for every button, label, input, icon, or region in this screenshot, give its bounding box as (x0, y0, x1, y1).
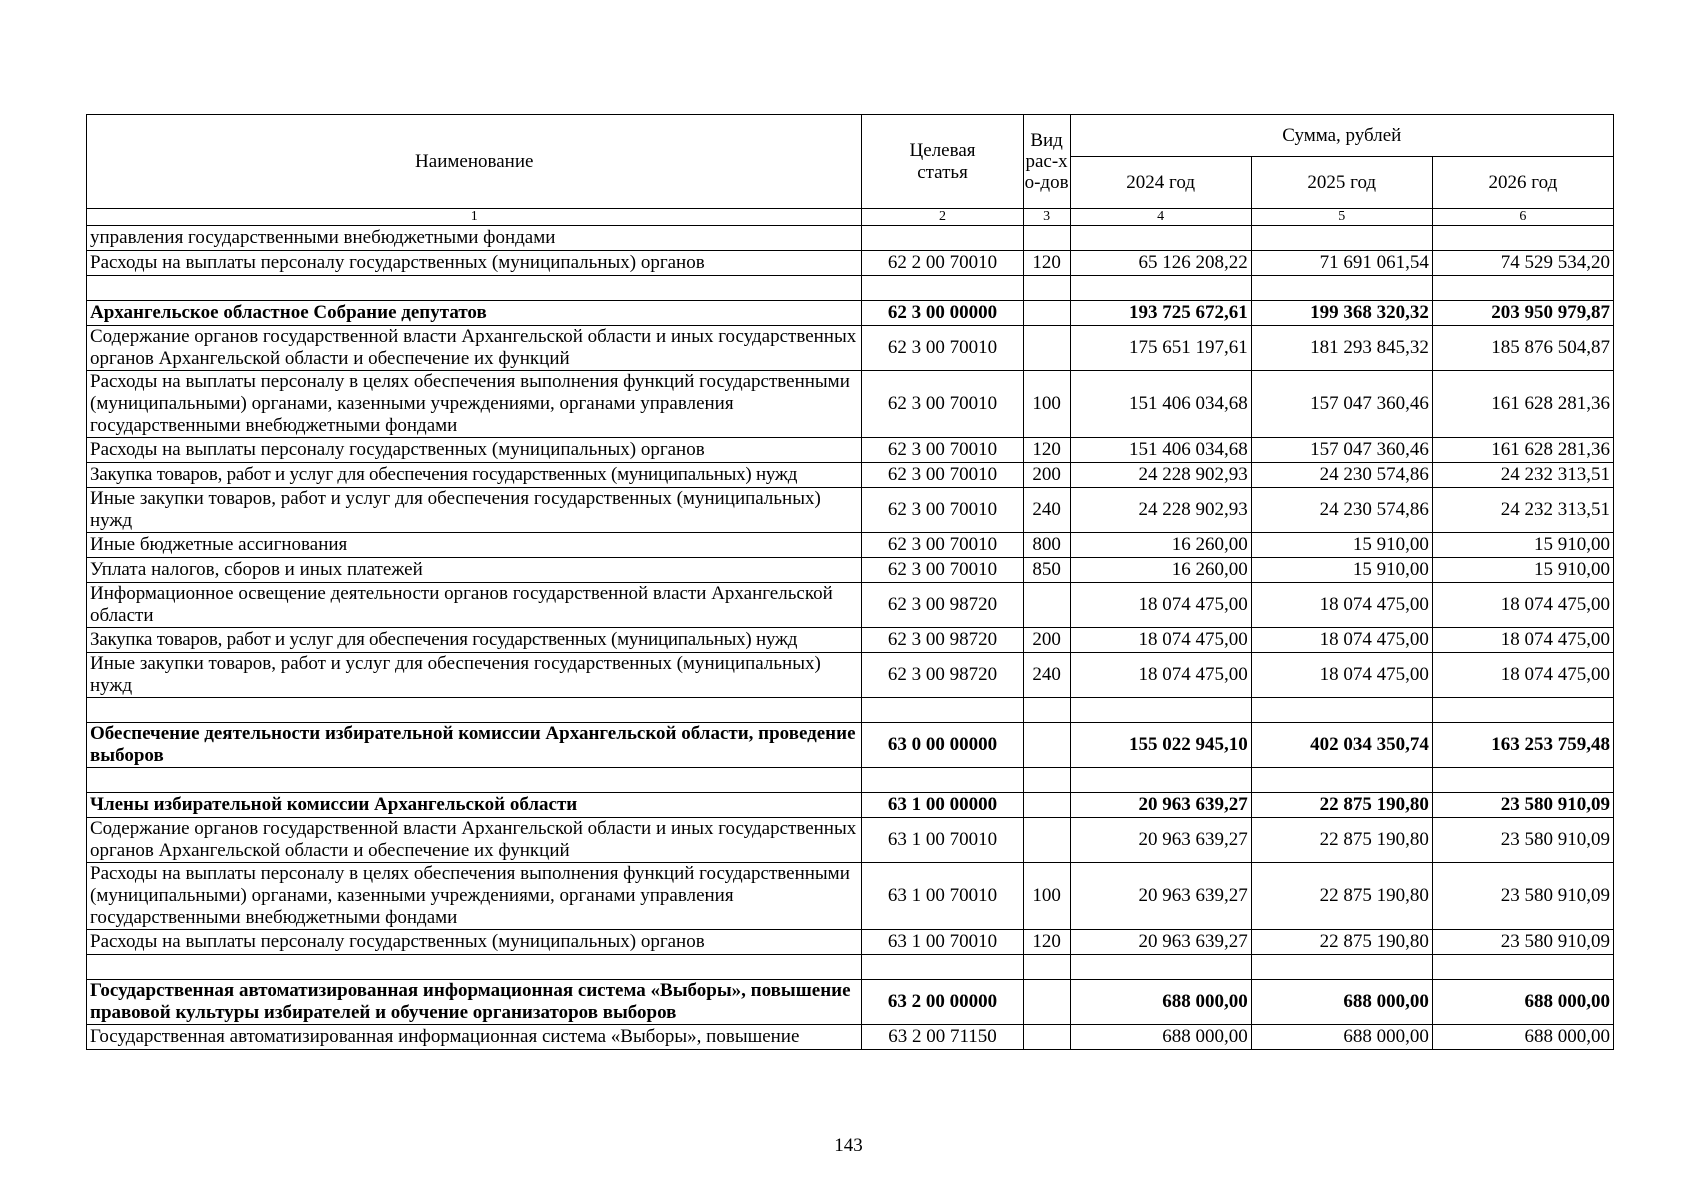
column-index: 3 (1023, 209, 1070, 226)
row-code: 63 1 00 70010 (862, 930, 1023, 955)
row-value-2025: 199 368 320,32 (1251, 301, 1432, 326)
row-name: Закупка товаров, работ и услуг для обеспечения государственных (муниципальных) нужд (87, 628, 862, 653)
row-value-2025: 22 875 190,80 (1251, 818, 1432, 863)
header-sum: Сумма, рублей (1070, 115, 1613, 157)
row-value-2026: 23 580 910,09 (1432, 793, 1613, 818)
row-value-2026 (1432, 955, 1613, 980)
row-value-2024: 18 074 475,00 (1070, 653, 1251, 698)
row-value-2024 (1070, 226, 1251, 251)
header-name: Наименование (87, 115, 862, 209)
table-row-empty (87, 955, 1614, 980)
row-value-2024: 20 963 639,27 (1070, 818, 1251, 863)
row-value-2025: 18 074 475,00 (1251, 583, 1432, 628)
column-index: 4 (1070, 209, 1251, 226)
table-row (87, 653, 1614, 698)
row-value-2025: 24 230 574,86 (1251, 488, 1432, 533)
row-name: Государственная автоматизированная информационная система «Выборы», повышение правовой культуры избирателей и обучение организаторов выборов (87, 980, 862, 1025)
row-value-2026: 203 950 979,87 (1432, 301, 1613, 326)
row-name: Расходы на выплаты персоналу государственных (муниципальных) органов (87, 438, 862, 463)
row-vid: 850 (1023, 558, 1070, 583)
row-value-2026: 688 000,00 (1432, 1025, 1613, 1050)
table-header (87, 115, 1614, 226)
row-name: Уплата налогов, сборов и иных платежей (87, 558, 862, 583)
row-code: 63 1 00 70010 (862, 863, 1023, 930)
row-value-2024: 155 022 945,10 (1070, 723, 1251, 768)
row-value-2025: 181 293 845,32 (1251, 326, 1432, 371)
row-code: 62 3 00 70010 (862, 438, 1023, 463)
row-vid (1023, 793, 1070, 818)
row-code: 62 3 00 98720 (862, 653, 1023, 698)
row-name: Расходы на выплаты персоналу государственных (муниципальных) органов (87, 251, 862, 276)
row-vid (1023, 818, 1070, 863)
row-code: 62 3 00 00000 (862, 301, 1023, 326)
row-value-2025: 157 047 360,46 (1251, 371, 1432, 438)
row-value-2026: 163 253 759,48 (1432, 723, 1613, 768)
row-value-2024: 688 000,00 (1070, 1025, 1251, 1050)
table-row (87, 226, 1614, 251)
row-value-2024: 20 963 639,27 (1070, 793, 1251, 818)
row-vid: 120 (1023, 438, 1070, 463)
table-row (87, 326, 1614, 371)
row-vid (1023, 955, 1070, 980)
row-name (87, 276, 862, 301)
table-row-section (87, 793, 1614, 818)
row-vid (1023, 326, 1070, 371)
row-vid: 120 (1023, 930, 1070, 955)
row-code (862, 226, 1023, 251)
row-vid: 240 (1023, 488, 1070, 533)
row-vid (1023, 301, 1070, 326)
table-row (87, 558, 1614, 583)
table-row (87, 818, 1614, 863)
row-value-2024: 24 228 902,93 (1070, 463, 1251, 488)
table-body (87, 226, 1614, 1050)
row-code: 62 2 00 70010 (862, 251, 1023, 276)
header-year-2024: 2024 год (1070, 157, 1251, 209)
table-row (87, 438, 1614, 463)
table-row-section (87, 301, 1614, 326)
table-row-empty (87, 698, 1614, 723)
row-name: Иные закупки товаров, работ и услуг для обеспечения государственных (муниципальных) нужд (87, 488, 862, 533)
row-value-2025: 688 000,00 (1251, 980, 1432, 1025)
row-value-2025: 15 910,00 (1251, 533, 1432, 558)
table-row (87, 863, 1614, 930)
row-value-2026: 24 232 313,51 (1432, 463, 1613, 488)
row-name: Расходы на выплаты персоналу в целях обеспечения выполнения функций государственными (муниципальными) органами, казенными учреждениями, органами управления государственными внебюджетными фондами (87, 371, 862, 438)
row-value-2024: 20 963 639,27 (1070, 863, 1251, 930)
row-value-2025 (1251, 768, 1432, 793)
row-name: Архангельское областное Собрание депутатов (87, 301, 862, 326)
row-value-2025: 22 875 190,80 (1251, 930, 1432, 955)
row-value-2024: 18 074 475,00 (1070, 583, 1251, 628)
row-code (862, 955, 1023, 980)
row-code: 63 2 00 71150 (862, 1025, 1023, 1050)
header-code: Целевая статья (862, 115, 1023, 209)
table-row (87, 371, 1614, 438)
table-row (87, 930, 1614, 955)
table-row (87, 488, 1614, 533)
table-row (87, 1025, 1614, 1050)
row-code: 62 3 00 70010 (862, 533, 1023, 558)
row-name (87, 698, 862, 723)
row-code: 63 2 00 00000 (862, 980, 1023, 1025)
row-value-2026 (1432, 226, 1613, 251)
row-value-2025 (1251, 698, 1432, 723)
row-value-2025: 24 230 574,86 (1251, 463, 1432, 488)
row-value-2024 (1070, 955, 1251, 980)
row-code: 63 1 00 70010 (862, 818, 1023, 863)
row-code: 62 3 00 70010 (862, 326, 1023, 371)
row-value-2025: 18 074 475,00 (1251, 628, 1432, 653)
row-value-2025: 22 875 190,80 (1251, 863, 1432, 930)
page-number: 143 (834, 1135, 863, 1156)
row-value-2026: 23 580 910,09 (1432, 818, 1613, 863)
row-value-2026: 15 910,00 (1432, 558, 1613, 583)
row-code: 62 3 00 70010 (862, 558, 1023, 583)
row-value-2026 (1432, 768, 1613, 793)
row-name: Обеспечение деятельности избирательной комиссии Архангельской области, проведение выборов (87, 723, 862, 768)
row-vid (1023, 583, 1070, 628)
table-row (87, 463, 1614, 488)
row-value-2026: 24 232 313,51 (1432, 488, 1613, 533)
row-value-2024: 24 228 902,93 (1070, 488, 1251, 533)
row-value-2026: 161 628 281,36 (1432, 438, 1613, 463)
row-vid: 240 (1023, 653, 1070, 698)
header-year-2026: 2026 год (1432, 157, 1613, 209)
column-index: 1 (87, 209, 862, 226)
row-name: Члены избирательной комиссии Архангельской области (87, 793, 862, 818)
row-code: 62 3 00 98720 (862, 583, 1023, 628)
row-value-2026 (1432, 698, 1613, 723)
row-value-2024: 65 126 208,22 (1070, 251, 1251, 276)
header-vid: Вид рас-хо-дов (1023, 115, 1070, 209)
row-name: Государственная автоматизированная информационная система «Выборы», повышение (87, 1025, 862, 1050)
row-value-2026: 15 910,00 (1432, 533, 1613, 558)
row-value-2026: 23 580 910,09 (1432, 863, 1613, 930)
row-value-2024: 16 260,00 (1070, 533, 1251, 558)
row-value-2026: 688 000,00 (1432, 980, 1613, 1025)
row-value-2024 (1070, 768, 1251, 793)
row-vid: 200 (1023, 628, 1070, 653)
row-value-2024: 151 406 034,68 (1070, 438, 1251, 463)
table-row (87, 533, 1614, 558)
row-vid (1023, 1025, 1070, 1050)
row-value-2025 (1251, 276, 1432, 301)
row-vid: 100 (1023, 863, 1070, 930)
table-row (87, 628, 1614, 653)
table-row (87, 583, 1614, 628)
row-value-2026: 18 074 475,00 (1432, 653, 1613, 698)
row-value-2026: 185 876 504,87 (1432, 326, 1613, 371)
column-index: 2 (862, 209, 1023, 226)
row-vid: 200 (1023, 463, 1070, 488)
row-code: 62 3 00 70010 (862, 371, 1023, 438)
row-value-2024: 175 651 197,61 (1070, 326, 1251, 371)
column-index: 6 (1432, 209, 1613, 226)
row-vid (1023, 980, 1070, 1025)
row-vid (1023, 768, 1070, 793)
row-vid: 100 (1023, 371, 1070, 438)
row-value-2024: 20 963 639,27 (1070, 930, 1251, 955)
row-vid (1023, 276, 1070, 301)
column-index-row (87, 209, 1614, 226)
row-code: 63 1 00 00000 (862, 793, 1023, 818)
row-value-2025: 71 691 061,54 (1251, 251, 1432, 276)
row-vid: 800 (1023, 533, 1070, 558)
row-name: Расходы на выплаты персоналу в целях обеспечения выполнения функций государственными (муниципальными) органами, казенными учреждениями, органами управления государственными внебюджетными фондами (87, 863, 862, 930)
row-vid (1023, 723, 1070, 768)
row-value-2025: 18 074 475,00 (1251, 653, 1432, 698)
column-index: 5 (1251, 209, 1432, 226)
row-value-2025 (1251, 226, 1432, 251)
row-value-2024: 193 725 672,61 (1070, 301, 1251, 326)
table-row-empty (87, 768, 1614, 793)
row-value-2024: 16 260,00 (1070, 558, 1251, 583)
table-row-section (87, 723, 1614, 768)
row-name: Содержание органов государственной власти Архангельской области и иных государственных органов Архангельской области и обеспечение их функций (87, 326, 862, 371)
row-name: Иные бюджетные ассигнования (87, 533, 862, 558)
row-name: управления государственными внебюджетными фондами (87, 226, 862, 251)
row-value-2026: 161 628 281,36 (1432, 371, 1613, 438)
table-row-section (87, 980, 1614, 1025)
row-value-2026 (1432, 276, 1613, 301)
row-value-2025 (1251, 955, 1432, 980)
row-name: Информационное освещение деятельности органов государственной власти Архангельской области (87, 583, 862, 628)
row-code: 62 3 00 98720 (862, 628, 1023, 653)
row-value-2026: 23 580 910,09 (1432, 930, 1613, 955)
row-code (862, 768, 1023, 793)
row-vid (1023, 698, 1070, 723)
row-name: Расходы на выплаты персоналу государственных (муниципальных) органов (87, 930, 862, 955)
row-value-2026: 74 529 534,20 (1432, 251, 1613, 276)
row-vid (1023, 226, 1070, 251)
row-name (87, 768, 862, 793)
row-value-2025: 22 875 190,80 (1251, 793, 1432, 818)
row-value-2024 (1070, 698, 1251, 723)
row-value-2024: 688 000,00 (1070, 980, 1251, 1025)
row-value-2026: 18 074 475,00 (1432, 583, 1613, 628)
table-row (87, 251, 1614, 276)
row-vid: 120 (1023, 251, 1070, 276)
row-name: Закупка товаров, работ и услуг для обеспечения государственных (муниципальных) нужд (87, 463, 862, 488)
row-name: Иные закупки товаров, работ и услуг для обеспечения государственных (муниципальных) нужд (87, 653, 862, 698)
row-code (862, 698, 1023, 723)
row-value-2025: 402 034 350,74 (1251, 723, 1432, 768)
row-code: 62 3 00 70010 (862, 463, 1023, 488)
header-year-2025: 2025 год (1251, 157, 1432, 209)
row-name: Содержание органов государственной власти Архангельской области и иных государственных органов Архангельской области и обеспечение их функций (87, 818, 862, 863)
row-value-2025: 15 910,00 (1251, 558, 1432, 583)
row-value-2024: 18 074 475,00 (1070, 628, 1251, 653)
budget-table (86, 114, 1614, 1050)
row-value-2025: 157 047 360,46 (1251, 438, 1432, 463)
row-code: 63 0 00 00000 (862, 723, 1023, 768)
row-code: 62 3 00 70010 (862, 488, 1023, 533)
row-value-2024 (1070, 276, 1251, 301)
row-value-2026: 18 074 475,00 (1432, 628, 1613, 653)
row-value-2024: 151 406 034,68 (1070, 371, 1251, 438)
row-code (862, 276, 1023, 301)
row-value-2025: 688 000,00 (1251, 1025, 1432, 1050)
table-row-empty (87, 276, 1614, 301)
row-name (87, 955, 862, 980)
